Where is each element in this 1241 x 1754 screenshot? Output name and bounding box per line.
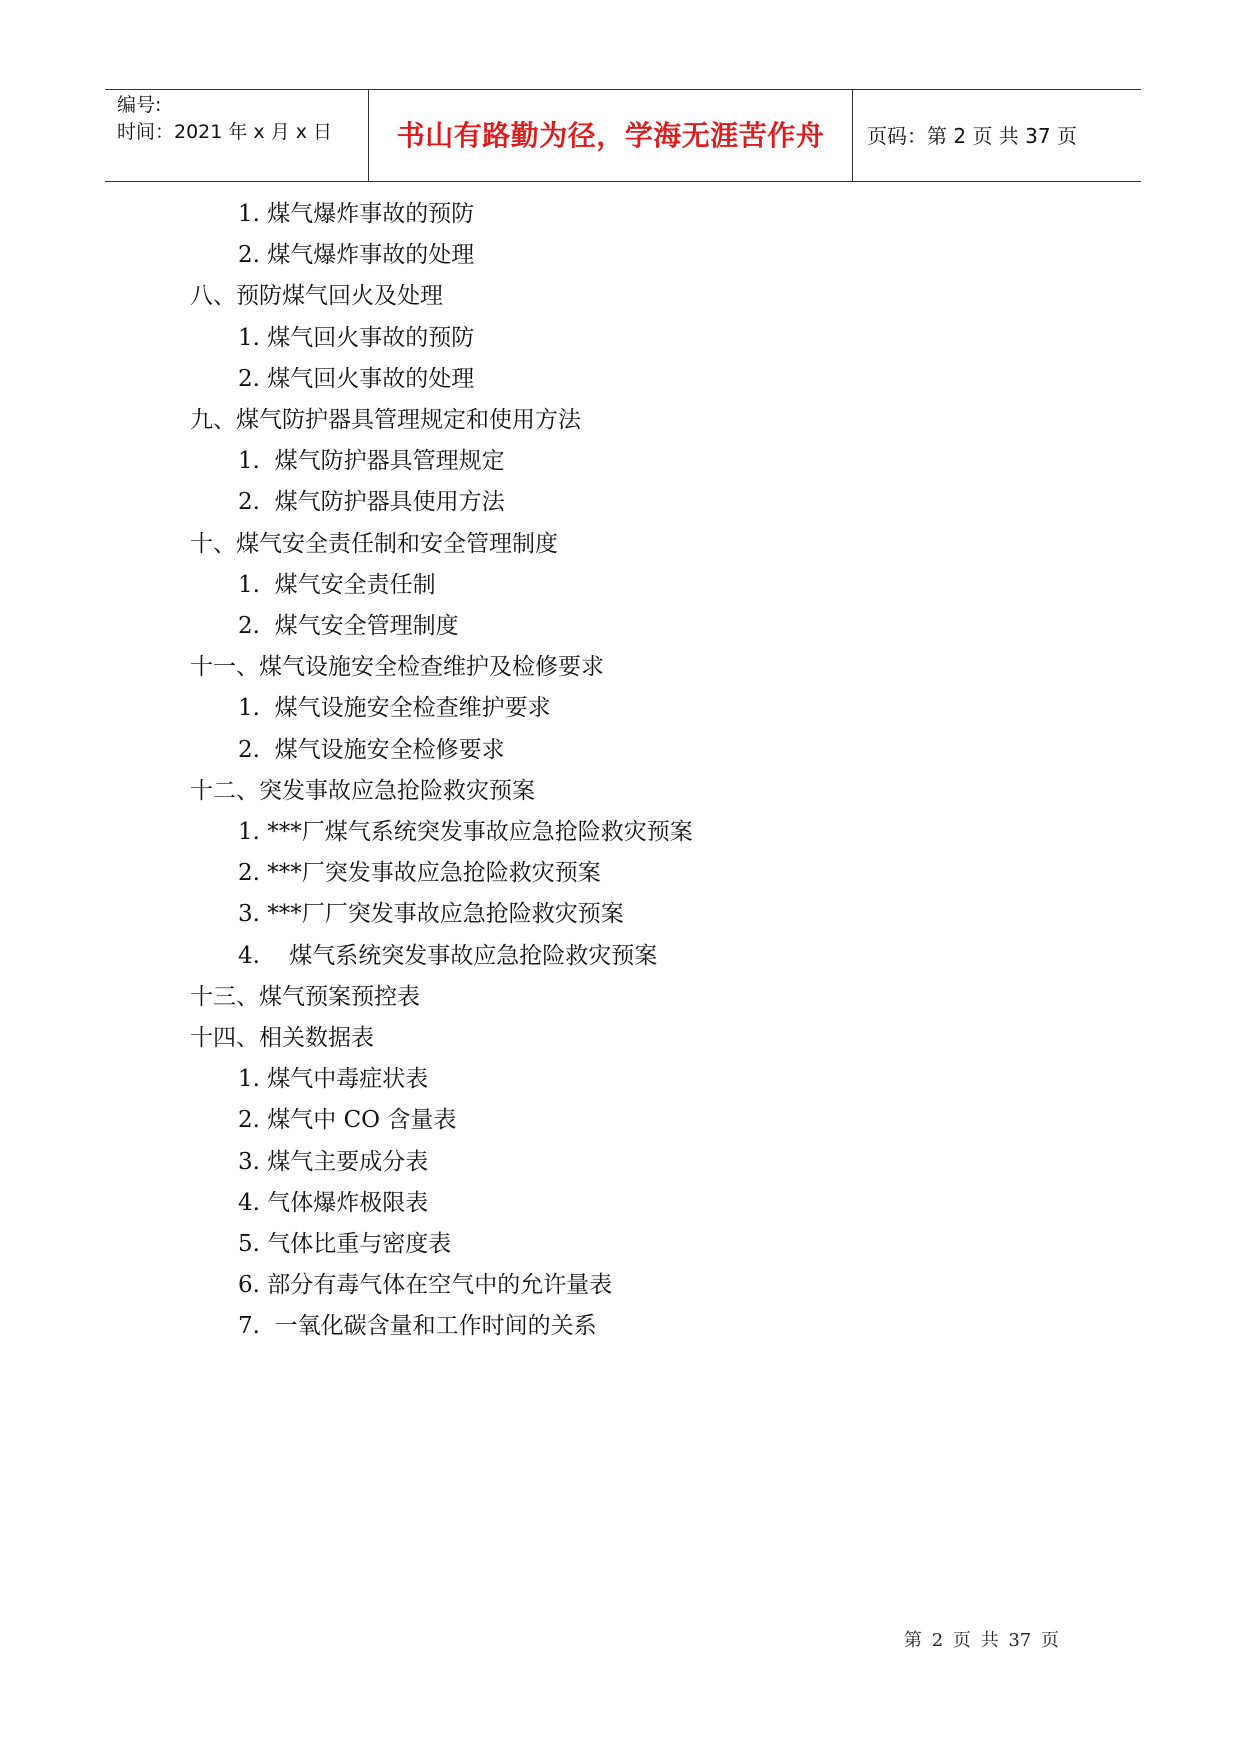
toc-subsection-item: 1. 煤气回火事故的预防 xyxy=(238,324,475,351)
toc-subsection-item: 3. 煤气主要成分表 xyxy=(238,1148,429,1175)
toc-section-heading: 十、煤气安全责任制和安全管理制度 xyxy=(190,530,558,557)
toc-subsection-item: 5. 气体比重与密度表 xyxy=(238,1231,452,1257)
toc-subsection-item: 3. ***厂厂突发事故应急抢险救灾预案 xyxy=(238,901,624,928)
toc-subsection-item: 4. 煤气系统突发事故应急抢险救灾预案 xyxy=(238,942,658,969)
toc-subsection-item: 2. 煤气中 CO 含量表 xyxy=(238,1107,457,1134)
toc-section-heading: 十二、突发事故应急抢险救灾预案 xyxy=(190,777,535,804)
toc-subsection-item: 6. 部分有毒气体在空气中的允许量表 xyxy=(238,1272,613,1299)
toc-subsection-item: 1. 煤气设施安全检查维护要求 xyxy=(238,695,551,722)
toc-subsection-item: 2. 煤气爆炸事故的处理 xyxy=(238,242,475,269)
toc-section-heading: 十四、相关数据表 xyxy=(190,1025,374,1051)
toc-subsection-item: 4. 气体爆炸极限表 xyxy=(238,1189,429,1216)
document-time-label: 时间：2021 年 x 月 x 日 xyxy=(117,121,333,143)
toc-subsection-item: 2. 煤气安全管理制度 xyxy=(238,613,459,639)
header-motto: 书山有路勤为径，学海无涯苦作舟 xyxy=(396,118,825,152)
toc-subsection-item: 1. ***厂煤气系统突发事故应急抢险救灾预案 xyxy=(238,819,693,845)
toc-subsection-item: 2. ***厂突发事故应急抢险救灾预案 xyxy=(238,860,601,887)
toc-subsection-item: 1. 煤气防护器具管理规定 xyxy=(238,448,505,475)
toc-subsection-item: 7. 一氧化碳含量和工作时间的关系 xyxy=(238,1313,597,1340)
toc-section-heading: 八、预防煤气回火及处理 xyxy=(190,283,443,310)
header-page-info: 页码：第 2 页 共 37 页 xyxy=(867,124,1077,148)
document-number-label: 编号: xyxy=(117,94,162,116)
toc-subsection-item: 1. 煤气中毒症状表 xyxy=(238,1066,429,1093)
page-footer: 第 2 页 共 37 页 xyxy=(904,1630,1059,1651)
toc-subsection-item: 2. 煤气防护器具使用方法 xyxy=(238,489,505,516)
toc-subsection-item: 2. 煤气回火事故的处理 xyxy=(238,365,475,392)
toc-section-heading: 九、煤气防护器具管理规定和使用方法 xyxy=(190,407,581,433)
toc-section-heading: 十一、煤气设施安全检查维护及检修要求 xyxy=(190,654,604,681)
toc-section-heading: 十三、煤气预案预控表 xyxy=(190,983,420,1010)
toc-subsection-item: 2. 煤气设施安全检修要求 xyxy=(238,736,505,763)
toc-subsection-item: 1. 煤气安全责任制 xyxy=(238,571,436,598)
toc-subsection-item: 1. 煤气爆炸事故的预防 xyxy=(238,201,475,227)
